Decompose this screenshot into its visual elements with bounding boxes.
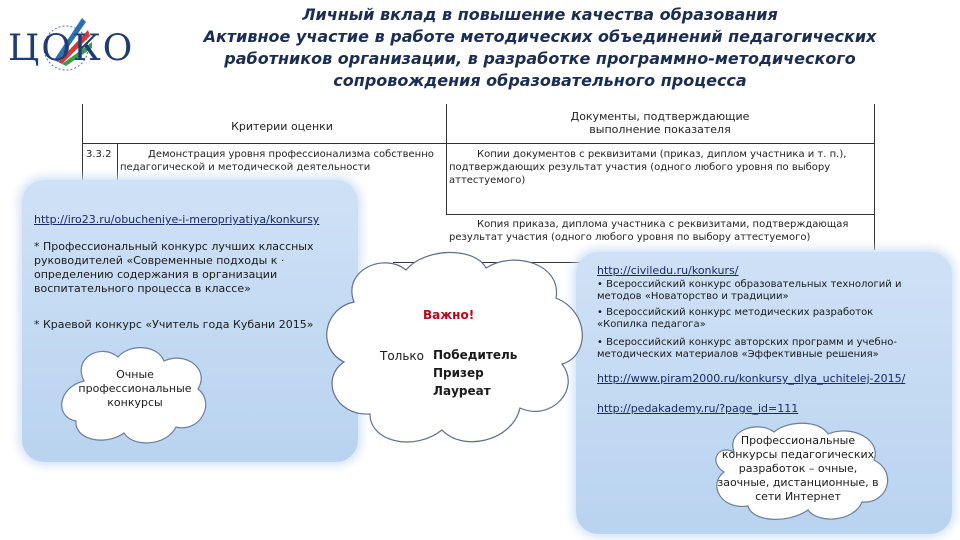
row-code: 3.3.2 xyxy=(86,149,112,160)
page-title xyxy=(170,4,910,92)
row-criteria: Демонстрация уровня профессионализма собственно педагогической и методической деятельности xyxy=(120,149,434,173)
iro23-link[interactable]: http://iro23.ru/obucheniye-i-meropriyatiya/konkursy xyxy=(34,213,320,226)
header-criteria: Критерии оценки xyxy=(231,120,333,133)
row-documents-2: Копия приказа, диплома участника с реквизитами, подтверждающая результат участия (одного любого уровня по выбору аттестуемого) xyxy=(449,219,849,243)
only-label: Только xyxy=(380,349,425,363)
right-item-3: • Всероссийский конкурс авторских программ и учебно-методических материалов «Эффективные решения» xyxy=(597,337,897,360)
pedakademy-link[interactable]: http://pedakademy.ru/?page_id=111 xyxy=(597,402,799,415)
winner-label: Победитель xyxy=(433,348,518,362)
logo-text: ЦОКО xyxy=(8,28,135,69)
left-cloud-text: Очные профессиональные конкурсы xyxy=(78,368,192,409)
right-item-1: • Всероссийский конкурс образовательных технологий и методов «Новаторство и традиции» xyxy=(597,279,902,302)
piram2000-link[interactable]: http://www.piram2000.ru/konkursy_dlya_uchitelej-2015/ xyxy=(597,372,906,385)
right-item-2: • Всероссийский конкурс методических разработок «Копилка педагога» xyxy=(597,307,874,330)
laureate-label: Лауреат xyxy=(433,384,491,398)
important-label: Важно! xyxy=(423,308,475,322)
right-cloud-text: Профессиональные конкурсы педагогических разработок – очные, заочные, дистанционные, в сети Интернет xyxy=(717,434,879,503)
prize-label: Призер xyxy=(433,366,484,380)
civiledu-link[interactable]: http://civiledu.ru/konkurs/ xyxy=(597,264,739,277)
header-documents: Документы, подтверждающие выполнение показателя xyxy=(570,110,750,136)
left-item-2: * Краевой конкурс «Учитель года Кубани 2015» xyxy=(34,318,314,331)
title-line-2: Активное участие в работе методических объединений педагогических работников организации, в разработке программно-методического сопровождения образовательного процесса xyxy=(203,27,877,90)
row-documents-1: Копии документов с реквизитами (приказ, диплом участника и т. п.), подтверждающих результат участия (одного любого уровня по выбору аттестуемого) xyxy=(449,149,847,186)
title-line-1: Личный вклад в повышение качества образования xyxy=(302,5,778,24)
left-item-1: * Профессиональный конкурс лучших классных руководителей «Современные подходы к · определению содержания в организации воспитательного процесса в классе» xyxy=(34,240,314,295)
